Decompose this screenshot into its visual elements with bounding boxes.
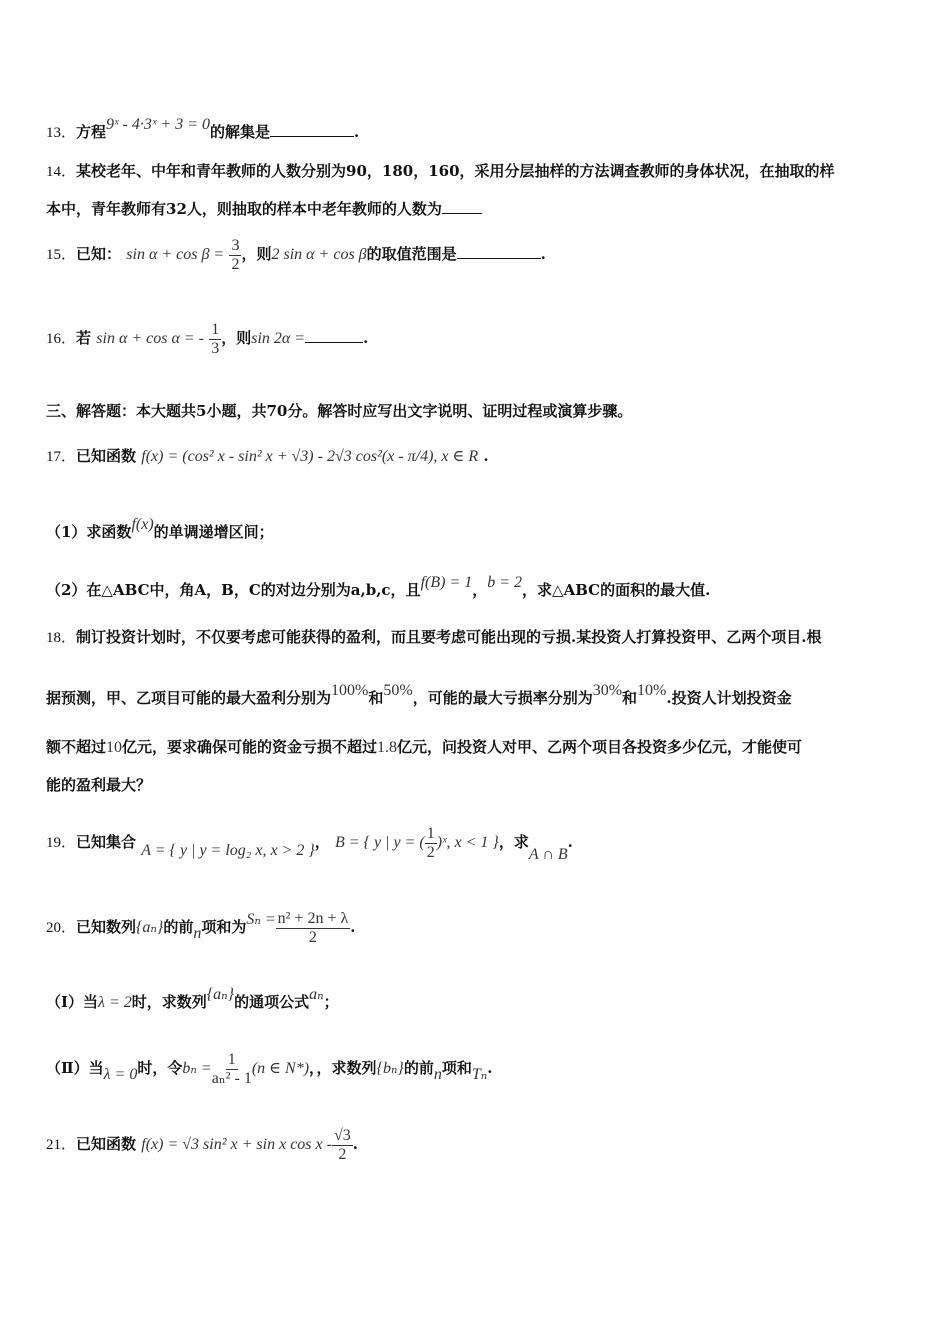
question-18: 18．制订投资计划时，不仅要考虑可能获得的盈利，而且要考虑可能出现的亏损.某投资人打算投资甲、乙两个项目.根 <box>46 628 822 646</box>
question-17: 17．已知函数 f(x) = (cos² x - sin² x + √3) - 2√3 cos²(x - π/4), x ∈ R . <box>46 434 910 479</box>
set-a: A = { y | y = log₂ x, x > 2 } <box>141 842 315 859</box>
fraction: $\frac{1}{\text{aₙ² - 1}}$ <box>211 1050 252 1087</box>
question-14: 14．某校老年、中年和青年教师的人数分别为90，180，160，采用分层抽样的方法调查教师的身体状况，在抽取的样 <box>46 162 835 180</box>
fraction: $\frac{3}{2}$ <box>231 236 240 273</box>
question-17-part1: （1）求函数f(x)的单调递增区间； <box>46 516 274 541</box>
answer-blank <box>442 199 482 214</box>
question-17-part2: （2）在△ABC中，角A，B，C的对边分别为a,b,c，且f(B) = 1，b = 2，求△ABC的面积的最大值. <box>46 574 711 599</box>
equation: 9ˣ - 4·3ˣ + 3 = 0 <box>106 116 210 133</box>
question-19: 19．已知集合 A = { y | y = log₂ x, x > 2 }， B = { y | y = ( $\frac{1}{2}$ )ˣ, x < 1 }，求A ∩ B. <box>46 818 910 879</box>
fraction: $\frac{1}{2}$ <box>426 824 435 861</box>
question-18-line4: 能的盈利最大？ <box>46 776 152 794</box>
question-15: 15．已知： sin α + cos β = $\frac{3}{2}$ ，则2 sin α + cos β的取值范围是 . <box>46 236 546 273</box>
answer-blank <box>457 244 541 259</box>
function-definition: f(x) = √3 sin² x + sin x cos x - <box>141 1136 332 1153</box>
question-13: 13．方程9ˣ - 4·3ˣ + 3 = 0的解集是 . <box>46 116 360 141</box>
section-heading: 三、解答题：本大题共5小题，共70分。解答时应写出文字说明、证明过程或演算步骤。 <box>46 402 633 420</box>
fraction: $\frac{1}{3}$ <box>211 320 220 357</box>
question-18-line2: 据预测，甲、乙项目可能的最大盈利分别为100%和50%，可能的最大亏损率分别为30%和10%.投资人计划投资金 <box>46 682 792 707</box>
question-20-part1: （Ⅰ）当λ = 2时，求数列{aₙ}的通项公式aₙ； <box>46 986 339 1011</box>
question-21: 21．已知函数 f(x) = √3 sin² x + sin x cos x - $\frac{√3}{2}$ . <box>46 1120 910 1169</box>
fraction: $\frac{√3}{2}$ <box>333 1126 351 1163</box>
question-20: 20．已知数列{aₙ}的前n项和为Sₙ = $\frac{\text{n² + 2n + λ}}{2}$ . <box>46 909 356 946</box>
answer-blank <box>305 328 363 343</box>
fraction: $\frac{\text{n² + 2n + λ}}{2}$ <box>277 909 349 946</box>
question-14-line2: 本中，青年教师有32人，则抽取的样本中老年教师的人数为 <box>46 198 910 220</box>
question-16: 16．若 sin α + cos α = - $\frac{1}{3}$ ，则sin 2α = . <box>46 320 369 357</box>
answer-blank <box>270 122 354 137</box>
question-18-line3: 额不超过10亿元，要求确保可能的资金亏损不超过1.8亿元，问投资人对甲、乙两个项目各投资多少亿元，才能使可 <box>46 738 803 756</box>
question-20-part2: （Ⅱ）当λ = 0时，令bₙ = $\frac{1}{\text{aₙ² - 1}}$ (n ∈ N*)，，求数列{bₙ}的前n项和Tₙ. <box>46 1050 493 1087</box>
function-definition: f(x) = (cos² x - sin² x + √3) - 2√3 cos²(x - π/4), x ∈ R <box>141 448 479 465</box>
